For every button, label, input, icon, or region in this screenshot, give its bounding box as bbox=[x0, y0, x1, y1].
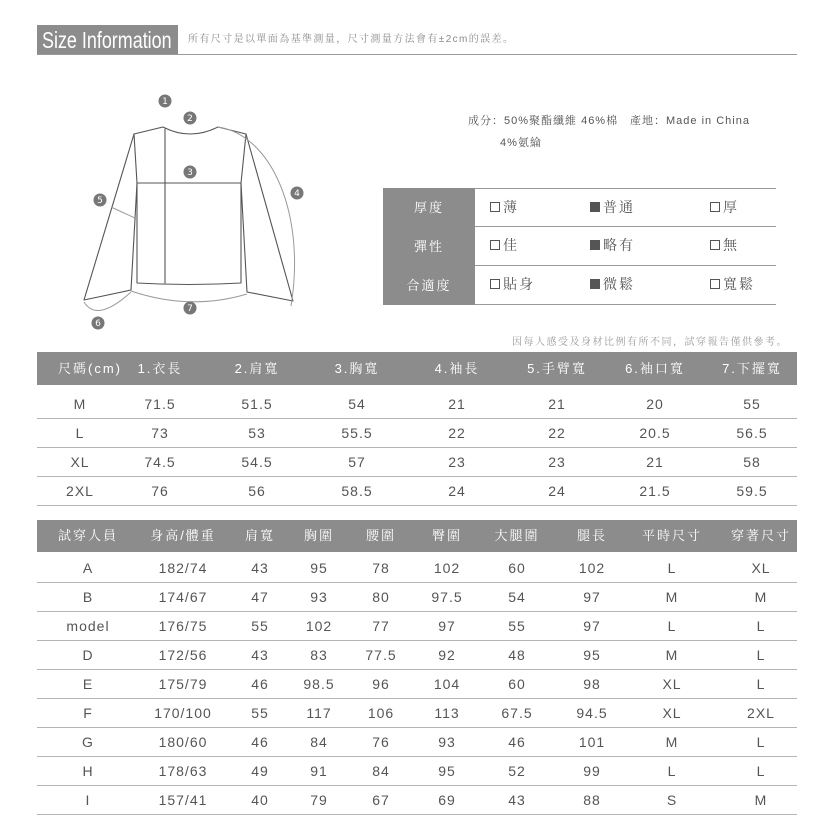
fit-table-cell: XL bbox=[662, 676, 682, 692]
fit-table-cell: M bbox=[754, 792, 768, 808]
fit-table-cell: L bbox=[667, 763, 677, 779]
attribute-label: 彈性 bbox=[383, 227, 475, 266]
fit-table-row-label: model bbox=[66, 618, 110, 634]
fit-table-cell: 46 bbox=[251, 734, 269, 750]
fit-table-cell: 182/74 bbox=[158, 560, 208, 576]
fit-table-cell: L bbox=[667, 560, 677, 576]
fit-table-row-label: A bbox=[82, 560, 94, 576]
attribute-option-label: 微鬆 bbox=[603, 276, 635, 292]
size-table-cell: 20 bbox=[646, 396, 664, 412]
measurement-note: 所有尺寸是以單面為基準測量，尺寸測量方法會有±2cm的誤差。 bbox=[188, 34, 515, 45]
fit-table-row bbox=[37, 670, 797, 699]
fit-table-header-cell: 腿長 bbox=[576, 528, 607, 543]
attribute-option bbox=[710, 227, 739, 264]
marker-number: 5 bbox=[97, 196, 103, 207]
size-table-cell: 58.5 bbox=[341, 483, 373, 499]
size-table-cell: 21 bbox=[548, 396, 566, 412]
fit-table-cell: 97 bbox=[583, 618, 601, 634]
size-table-cell: 24 bbox=[548, 483, 566, 499]
fit-table-cell: 43 bbox=[251, 560, 269, 576]
arm-width-line bbox=[111, 207, 137, 219]
fit-table-cell: 170/100 bbox=[154, 705, 212, 721]
attribute-row bbox=[383, 266, 776, 305]
size-table-cell: 20.5 bbox=[639, 425, 671, 441]
fit-table-row bbox=[37, 612, 797, 641]
header-divider bbox=[37, 54, 797, 55]
attribute-options bbox=[475, 227, 776, 266]
attribute-row bbox=[383, 188, 776, 227]
fit-table-cell: XL bbox=[751, 560, 771, 576]
size-table-cell: 71.5 bbox=[144, 396, 176, 412]
attribute-option-label: 佳 bbox=[503, 237, 519, 253]
fit-table-cell: M bbox=[665, 589, 679, 605]
fit-table-cell: 95 bbox=[438, 763, 456, 779]
checkbox-empty-icon bbox=[710, 279, 720, 289]
fit-table-cell: 40 bbox=[251, 792, 269, 808]
fit-table-cell: 55 bbox=[251, 705, 269, 721]
size-table-header-cell: 7.下擺寬 bbox=[722, 361, 782, 376]
size-table-header-cell: 3.胸寬 bbox=[334, 361, 380, 376]
fit-table-cell: 91 bbox=[310, 763, 328, 779]
size-table-row-label: XL bbox=[70, 454, 90, 470]
size-table-header-cell: 尺碼(cm) bbox=[58, 361, 122, 376]
fit-table-cell: 97 bbox=[438, 618, 456, 634]
size-table-header-cell: 6.袖口寬 bbox=[625, 361, 685, 376]
composition-origin: 產地：Made in China bbox=[630, 115, 750, 127]
garment-left-sleeve bbox=[84, 134, 137, 300]
attribute-label: 厚度 bbox=[383, 188, 475, 227]
size-table-cell: 59.5 bbox=[736, 483, 768, 499]
fit-table-cell: 99 bbox=[583, 763, 601, 779]
marker-1 bbox=[159, 95, 172, 108]
fit-table-cell: 80 bbox=[372, 589, 390, 605]
fit-table-cell: 76 bbox=[372, 734, 390, 750]
fit-table-cell: 88 bbox=[583, 792, 601, 808]
fit-table-cell: 83 bbox=[310, 647, 328, 663]
fit-table-cell: 113 bbox=[434, 705, 460, 721]
size-table-cell: 21 bbox=[448, 396, 466, 412]
size-table-cell: 53 bbox=[248, 425, 266, 441]
fit-table-cell: 55 bbox=[508, 618, 526, 634]
fit-table-cell: 102 bbox=[305, 618, 333, 634]
attribute-option-label: 無 bbox=[723, 237, 739, 253]
fit-table-cell: 2XL bbox=[747, 705, 775, 721]
checkbox-empty-icon bbox=[490, 279, 500, 289]
fit-table-cell: 95 bbox=[583, 647, 601, 663]
fit-table-row bbox=[37, 757, 797, 786]
fit-table-cell: 97 bbox=[583, 589, 601, 605]
size-table-row-label: 2XL bbox=[66, 483, 94, 499]
marker-3 bbox=[184, 166, 197, 179]
fit-table-cell: 97.5 bbox=[431, 589, 463, 605]
size-table-cell: 23 bbox=[448, 454, 466, 470]
marker-number: 2 bbox=[187, 114, 193, 125]
size-table bbox=[37, 352, 797, 506]
composition-material: 成分：50%聚酯纖維 46%棉 bbox=[468, 115, 619, 127]
fit-table-header-cell: 腰圍 bbox=[365, 528, 396, 543]
fit-table-cell: L bbox=[756, 647, 766, 663]
fit-table-cell: 55 bbox=[251, 618, 269, 634]
fit-report-table bbox=[37, 520, 797, 815]
fit-table-header-cell: 試穿人員 bbox=[57, 528, 118, 543]
fit-table-cell: 46 bbox=[251, 676, 269, 692]
size-table-cell: 56 bbox=[248, 483, 266, 499]
checkbox-empty-icon bbox=[490, 202, 500, 212]
attribute-option bbox=[590, 227, 635, 264]
attribute-option-label: 普通 bbox=[603, 199, 635, 215]
fit-table-cell: L bbox=[667, 618, 677, 634]
size-table-cell: 23 bbox=[548, 454, 566, 470]
fit-table-cell: 84 bbox=[310, 734, 328, 750]
fit-table-cell: 49 bbox=[251, 763, 269, 779]
fit-table-row-label: F bbox=[83, 705, 93, 721]
fit-table-cell: 78 bbox=[372, 560, 390, 576]
size-table-header-cell: 1.衣長 bbox=[137, 361, 183, 376]
fit-table-row bbox=[37, 786, 797, 815]
fit-table-cell: 101 bbox=[578, 734, 606, 750]
hem-width-curve bbox=[131, 291, 247, 302]
fit-table-cell: 67 bbox=[372, 792, 390, 808]
size-table-cell: 73 bbox=[151, 425, 169, 441]
fit-table-cell: 60 bbox=[508, 560, 526, 576]
size-table-cell: 54 bbox=[348, 396, 366, 412]
garment-body-outline bbox=[134, 127, 246, 285]
size-table-row bbox=[37, 448, 797, 477]
garment-diagram bbox=[70, 88, 320, 338]
size-table-cell: 22 bbox=[548, 425, 566, 441]
size-table-cell: 51.5 bbox=[241, 396, 273, 412]
attribute-option bbox=[710, 189, 739, 226]
fit-table-cell: 43 bbox=[508, 792, 526, 808]
fit-table-cell: 93 bbox=[310, 589, 328, 605]
fit-table-cell: XL bbox=[662, 705, 682, 721]
fit-table-row-label: B bbox=[82, 589, 94, 605]
fit-table-cell: 77 bbox=[372, 618, 390, 634]
fit-table-row bbox=[37, 728, 797, 757]
fit-table-cell: 117 bbox=[306, 705, 332, 721]
fit-table-row bbox=[37, 699, 797, 728]
fit-table-cell: 84 bbox=[372, 763, 390, 779]
attribute-option bbox=[590, 189, 635, 226]
size-table-cell: 56.5 bbox=[736, 425, 768, 441]
marker-number: 4 bbox=[294, 189, 300, 200]
fit-table-row bbox=[37, 641, 797, 670]
attribute-option bbox=[490, 266, 535, 303]
size-table-cell: 24 bbox=[448, 483, 466, 499]
fit-table-cell: 69 bbox=[438, 792, 456, 808]
composition-material-continued: 4%氨綸 bbox=[500, 137, 542, 149]
fit-table-cell: S bbox=[666, 792, 678, 808]
fit-table-cell: 79 bbox=[310, 792, 328, 808]
marker-6 bbox=[92, 317, 105, 330]
fit-table-row-label: H bbox=[82, 763, 94, 779]
attribute-option-label: 寬鬆 bbox=[723, 276, 755, 292]
size-table-header-cell: 5.手臂寬 bbox=[527, 361, 587, 376]
fit-table-cell: 157/41 bbox=[158, 792, 208, 808]
fit-table-cell: M bbox=[665, 734, 679, 750]
attribute-option-label: 略有 bbox=[603, 237, 635, 253]
fit-table-cell: 102 bbox=[433, 560, 461, 576]
marker-2 bbox=[184, 112, 197, 125]
fit-table-cell: 77.5 bbox=[365, 647, 397, 663]
size-table-cell: 22 bbox=[448, 425, 466, 441]
marker-7 bbox=[184, 302, 197, 315]
attribute-options bbox=[475, 188, 776, 227]
size-table-row-label: M bbox=[73, 396, 87, 412]
fit-table-cell: 43 bbox=[251, 647, 269, 663]
size-table-row bbox=[37, 419, 797, 448]
size-table-header-cell: 4.袖長 bbox=[434, 361, 480, 376]
marker-5 bbox=[94, 194, 107, 207]
attribute-option bbox=[490, 189, 519, 226]
fit-table-cell: 178/63 bbox=[158, 763, 208, 779]
attribute-options bbox=[475, 266, 776, 305]
fit-table-cell: 67.5 bbox=[501, 705, 533, 721]
attribute-option bbox=[590, 266, 635, 303]
garment-right-sleeve bbox=[241, 134, 293, 301]
marker-number: 7 bbox=[187, 304, 193, 315]
fit-table-row-label: I bbox=[85, 792, 91, 808]
checkbox-checked-icon bbox=[590, 202, 600, 212]
checkbox-checked-icon bbox=[590, 279, 600, 289]
fabric-attributes-table bbox=[383, 188, 776, 305]
size-table-row bbox=[37, 477, 797, 506]
fit-table-cell: 94.5 bbox=[576, 705, 608, 721]
size-table-cell: 74.5 bbox=[144, 454, 176, 470]
attribute-option-label: 厚 bbox=[723, 199, 739, 215]
page-title: Size Information bbox=[42, 27, 172, 53]
checkbox-empty-icon bbox=[710, 202, 720, 212]
size-table-header-row bbox=[37, 352, 797, 385]
fit-table-cell: 102 bbox=[578, 560, 606, 576]
attribute-option bbox=[710, 266, 755, 303]
fit-table-cell: 175/79 bbox=[158, 676, 208, 692]
fit-table-cell: L bbox=[756, 734, 766, 750]
fit-table-cell: 48 bbox=[508, 647, 526, 663]
marker-number: 1 bbox=[162, 97, 168, 108]
fit-table-row bbox=[37, 554, 797, 583]
fit-table-cell: 98 bbox=[583, 676, 601, 692]
fit-table-header-cell: 穿著尺寸 bbox=[730, 528, 791, 543]
fit-table-cell: L bbox=[756, 763, 766, 779]
checkbox-checked-icon bbox=[590, 240, 600, 250]
attribute-row bbox=[383, 227, 776, 266]
size-information-title-box bbox=[37, 25, 178, 55]
size-table-cell: 58 bbox=[743, 454, 761, 470]
size-table-cell: 55 bbox=[743, 396, 761, 412]
marker-number: 3 bbox=[187, 168, 193, 179]
fit-table-cell: 98.5 bbox=[303, 676, 335, 692]
fit-table-cell: L bbox=[756, 676, 766, 692]
fit-table-header-cell: 身高/體重 bbox=[150, 528, 216, 543]
size-table-cell: 21 bbox=[646, 454, 664, 470]
fit-table-header-cell: 肩寬 bbox=[244, 528, 275, 543]
fit-table-row-label: D bbox=[82, 647, 94, 663]
size-table-cell: 76 bbox=[151, 483, 169, 499]
fit-table-row bbox=[37, 583, 797, 612]
checkbox-empty-icon bbox=[490, 240, 500, 250]
size-table-row-label: L bbox=[75, 425, 85, 441]
sleeve-length-curve bbox=[218, 127, 295, 306]
fit-table-cell: M bbox=[665, 647, 679, 663]
fit-table-cell: 176/75 bbox=[158, 618, 208, 634]
fit-table-cell: 106 bbox=[367, 705, 395, 721]
fit-table-header-cell: 大腿圍 bbox=[494, 528, 540, 543]
checkbox-empty-icon bbox=[710, 240, 720, 250]
fit-table-header-cell: 臀圍 bbox=[431, 528, 462, 543]
fit-table-row-label: E bbox=[82, 676, 94, 692]
fit-table-cell: M bbox=[754, 589, 768, 605]
fit-table-cell: 60 bbox=[508, 676, 526, 692]
size-table-cell: 21.5 bbox=[639, 483, 671, 499]
attribute-label: 合適度 bbox=[383, 266, 475, 305]
marker-4 bbox=[291, 187, 304, 200]
size-table-row bbox=[37, 390, 797, 419]
fit-table-header-row bbox=[37, 520, 797, 552]
fit-table-cell: 180/60 bbox=[158, 734, 208, 750]
fit-table-cell: 92 bbox=[438, 647, 456, 663]
fit-table-cell: 172/56 bbox=[158, 647, 208, 663]
fit-report-disclaimer: 因每人感受及身材比例有所不同，試穿報告僅供參考。 bbox=[512, 337, 788, 348]
size-table-header-cell: 2.肩寬 bbox=[234, 361, 280, 376]
marker-number: 6 bbox=[95, 319, 101, 330]
attribute-option-label: 薄 bbox=[503, 199, 519, 215]
fit-table-cell: 95 bbox=[310, 560, 328, 576]
size-table-cell: 55.5 bbox=[341, 425, 373, 441]
fit-table-cell: 96 bbox=[372, 676, 390, 692]
fit-table-header-cell: 平時尺寸 bbox=[641, 528, 702, 543]
size-table-cell: 54.5 bbox=[241, 454, 273, 470]
fit-table-cell: 47 bbox=[251, 589, 269, 605]
fit-table-cell: 93 bbox=[438, 734, 456, 750]
attribute-option-label: 貼身 bbox=[503, 276, 535, 292]
fit-table-cell: L bbox=[756, 618, 766, 634]
attribute-option bbox=[490, 227, 519, 264]
fit-table-cell: 54 bbox=[508, 589, 526, 605]
fit-table-cell: 104 bbox=[433, 676, 461, 692]
fit-table-header-cell: 胸圍 bbox=[303, 528, 334, 543]
fit-table-cell: 46 bbox=[508, 734, 526, 750]
size-table-cell: 57 bbox=[348, 454, 366, 470]
fit-table-cell: 52 bbox=[508, 763, 526, 779]
fit-table-row-label: G bbox=[82, 734, 94, 750]
fit-table-cell: 174/67 bbox=[158, 589, 208, 605]
